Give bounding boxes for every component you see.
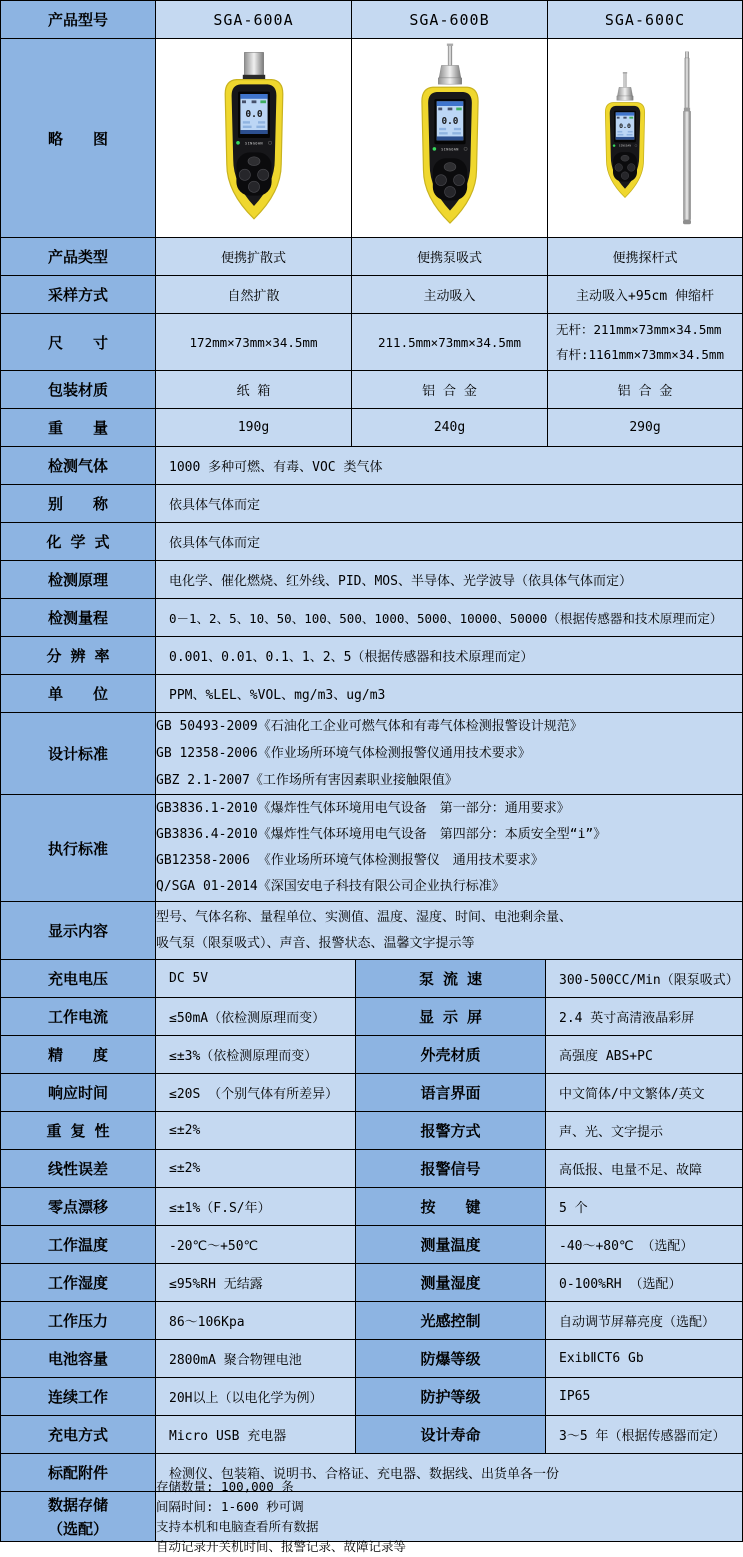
spec-value: 3～5 年（根据传感器而定） <box>546 1416 742 1453</box>
display-content-label: 显示内容 <box>1 902 156 959</box>
packaging-c: 铝 合 金 <box>548 371 742 408</box>
spec-value: ≤20S （个别气体有所差异） <box>156 1074 356 1111</box>
range-label: 检测量程 <box>1 599 156 636</box>
spec-label: 泵 流 速 <box>356 960 546 997</box>
data-storage-value <box>156 1478 742 1554</box>
spec-value: -40～+80℃ （选配） <box>546 1226 742 1263</box>
header-row <box>1 1 742 39</box>
accessories-value: 检测仪、包装箱、说明书、合格证、充电器、数据线、出货单各一份 <box>156 1454 742 1491</box>
sampling-a: 自然扩散 <box>156 276 352 313</box>
principle-label: 检测原理 <box>1 561 156 598</box>
spec-label: 工作湿度 <box>1 1264 156 1301</box>
spec-row <box>1 1340 742 1378</box>
probe-cone <box>439 65 461 77</box>
size-a: 172mm×73mm×34.5mm <box>156 314 352 370</box>
spec-label: 零点漂移 <box>1 1188 156 1225</box>
probe-rod <box>448 45 452 65</box>
data-storage-line: 存储数量: 100,000 条 <box>156 1478 294 1494</box>
spec-row <box>1 1264 742 1302</box>
spec-value: 5 个 <box>546 1188 742 1225</box>
packaging-row <box>1 371 742 409</box>
display-content-line: 型号、气体名称、量程单位、实测值、温度、湿度、时间、电池剩余量、 <box>156 909 573 925</box>
data-storage-label <box>1 1492 156 1541</box>
device-photo-cell-c <box>548 39 742 237</box>
screen-reading: 0.0 <box>441 115 458 127</box>
probe-cone <box>617 87 632 96</box>
packaging-a: 纸 箱 <box>156 371 352 408</box>
data-storage-label-line2: （选配） <box>47 1519 108 1538</box>
size-b: 211.5mm×73mm×34.5mm <box>352 314 548 370</box>
resolution-value: 0.001、0.01、0.1、1、2、5（根据传感器和技术原理而定） <box>156 637 742 674</box>
spec-value: 2800mA 聚合物锂电池 <box>156 1340 356 1377</box>
spec-label: 光感控制 <box>356 1302 546 1339</box>
data-storage-label-line1: 数据存储 <box>47 1495 108 1514</box>
gas-value: 1000 多种可燃、有毒、VOC 类气体 <box>156 447 742 484</box>
unit-row <box>1 675 742 713</box>
product-model-label: 产品型号 <box>1 1 156 38</box>
spec-row <box>1 998 742 1036</box>
device-c-illustration <box>595 54 655 222</box>
spec-value: ≤±3%（依检测原理而变） <box>156 1036 356 1073</box>
spec-label: 充电电压 <box>1 960 156 997</box>
device-b-illustration <box>407 42 493 234</box>
sampling-row <box>1 276 742 314</box>
spec-label: 精 度 <box>1 1036 156 1073</box>
led-indicator <box>432 147 436 151</box>
accessories-label: 标配附件 <box>1 1454 156 1491</box>
weight-b: 240g <box>352 409 548 446</box>
exec-standard-value <box>156 795 742 901</box>
design-standard-row <box>1 713 742 795</box>
spec-label: 充电方式 <box>1 1416 156 1453</box>
gas-row <box>1 447 742 485</box>
formula-value: 依具体气体而定 <box>156 523 742 560</box>
spec-value: 高强度 ABS+PC <box>546 1036 742 1073</box>
spec-value: 2.4 英寸高清液晶彩屏 <box>546 998 742 1035</box>
spec-value: 86～106Kpa <box>156 1302 356 1339</box>
spec-value: IP65 <box>546 1378 742 1415</box>
product-type-b: 便携泵吸式 <box>352 238 548 275</box>
spec-value: 0-100%RH （选配） <box>546 1264 742 1301</box>
spec-row <box>1 1112 742 1150</box>
sensor-cap <box>244 52 263 78</box>
exec-standard-line: GB3836.4-2010《爆炸性气体环境用电气设备 第四部分：本质安全型“i”》 <box>156 827 607 842</box>
screen-reading: 0.0 <box>619 122 631 131</box>
exec-standard-line: GB3836.1-2010《爆炸性气体环境用电气设备 第一部分：通用要求》 <box>156 801 570 816</box>
spec-label: 报警方式 <box>356 1112 546 1149</box>
alias-value: 依具体气体而定 <box>156 485 742 522</box>
design-standard-line: GB 50493-2009《石油化工企业可燃气体和有毒气体检测报警设计规范》 <box>156 719 583 734</box>
design-standard-label: 设计标准 <box>1 713 156 794</box>
weight-label: 重 量 <box>1 409 156 446</box>
data-storage-line: 间隔时间: 1-600 秒可调 <box>156 1498 304 1514</box>
data-storage-line: 支持本机和电脑查看所有数据 <box>156 1518 319 1534</box>
sampling-b: 主动吸入 <box>352 276 548 313</box>
sketch-row <box>1 39 742 238</box>
spec-label: 防爆等级 <box>356 1340 546 1377</box>
design-standard-value <box>156 713 742 794</box>
spec-label: 重 复 性 <box>1 1112 156 1149</box>
spec-row <box>1 1150 742 1188</box>
spec-value: 300-500CC/Min（限泵吸式） <box>546 960 742 997</box>
spec-label: 工作压力 <box>1 1302 156 1339</box>
spec-label: 工作温度 <box>1 1226 156 1263</box>
unit-label: 单 位 <box>1 675 156 712</box>
principle-row <box>1 561 742 599</box>
spec-value: ≤±1%（F.S/年） <box>156 1188 356 1225</box>
weight-c: 290g <box>548 409 742 446</box>
spec-value: 中文简体/中文繁体/英文 <box>546 1074 742 1111</box>
spec-row <box>1 1036 742 1074</box>
sketch-label: 略 图 <box>1 39 156 237</box>
spec-value: Micro USB 充电器 <box>156 1416 356 1453</box>
exec-standard-line: GB12358-2006 《作业场所环境气体检测报警仪 通用技术要求》 <box>156 853 544 868</box>
spec-value: -20℃～+50℃ <box>156 1226 356 1263</box>
spec-label: 线性误差 <box>1 1150 156 1187</box>
design-standard-line: GBZ 2.1-2007《工作场所有害因素职业接触限值》 <box>156 773 458 788</box>
device-photo-cell-a <box>156 39 352 237</box>
probe-rod <box>624 73 627 87</box>
spec-label: 报警信号 <box>356 1150 546 1187</box>
data-storage-row <box>1 1478 742 1554</box>
product-type-label: 产品类型 <box>1 238 156 275</box>
device-a-illustration <box>210 46 298 230</box>
product-type-row <box>1 238 742 276</box>
model-name-sga600a: SGA-600A <box>156 1 352 38</box>
gas-label: 检测气体 <box>1 447 156 484</box>
size-c-with-rod: 有杆:1161mm×73mm×34.5mm <box>556 347 724 362</box>
principle-value: 电化学、催化燃烧、红外线、PID、MOS、半导体、光学波导（依具体气体而定） <box>156 561 742 598</box>
spec-label: 电池容量 <box>1 1340 156 1377</box>
led-indicator <box>236 141 240 145</box>
model-name-sga600c: SGA-600C <box>548 1 742 38</box>
device-brand: SINGOAN <box>440 147 459 152</box>
spec-value: 声、光、文字提示 <box>546 1112 742 1149</box>
spec-value: ExibⅡCT6 Gb <box>546 1340 742 1377</box>
spec-label: 语言界面 <box>356 1074 546 1111</box>
display-content-value <box>156 902 742 959</box>
spec-label: 响应时间 <box>1 1074 156 1111</box>
alias-label: 别 称 <box>1 485 156 522</box>
display-content-row <box>1 902 742 960</box>
device-brand: SINGOAN <box>244 141 263 146</box>
led-indicator <box>613 144 616 147</box>
weight-a: 190g <box>156 409 352 446</box>
spec-value: 自动调节屏幕亮度（选配） <box>546 1302 742 1339</box>
spec-row <box>1 1378 742 1416</box>
spec-label: 防护等级 <box>356 1378 546 1415</box>
display-content-line: 吸气泵（限泵吸式）、声音、报警状态、温馨文字提示等 <box>156 935 475 951</box>
sampling-c: 主动吸入+95cm 伸缩杆 <box>548 276 742 313</box>
spec-row <box>1 1416 742 1454</box>
resolution-row <box>1 637 742 675</box>
spec-row <box>1 1302 742 1340</box>
spec-label: 工作电流 <box>1 998 156 1035</box>
device-photo-cell-b <box>352 39 548 237</box>
spec-label: 外壳材质 <box>356 1036 546 1073</box>
spec-value: DC 5V <box>156 960 356 997</box>
size-c-no-rod: 无杆：211mm×73mm×34.5mm <box>556 322 722 337</box>
spec-label: 显 示 屏 <box>356 998 546 1035</box>
range-row <box>1 599 742 637</box>
design-standard-line: GB 12358-2006《作业场所环境气体检测报警仪通用技术要求》 <box>156 746 531 761</box>
spec-value: ≤50mA（依检测原理而变） <box>156 998 356 1035</box>
size-c <box>548 314 742 370</box>
sampling-label: 采样方式 <box>1 276 156 313</box>
product-type-c: 便携探杆式 <box>548 238 742 275</box>
unit-value: PPM、%LEL、%VOL、mg/m3、ug/m3 <box>156 675 742 712</box>
spec-row <box>1 960 742 998</box>
device-brand: SINGOAN <box>618 144 632 148</box>
formula-label: 化 学 式 <box>1 523 156 560</box>
spec-value: 20H以上（以电化学为例） <box>156 1378 356 1415</box>
range-value: 0－1、2、5、10、50、100、500、1000、5000、10000、50000（根据传感器和技术原理而定） <box>156 599 742 636</box>
packaging-label: 包装材质 <box>1 371 156 408</box>
spec-row <box>1 1074 742 1112</box>
spec-row <box>1 1226 742 1264</box>
spec-label: 测量湿度 <box>356 1264 546 1301</box>
spec-label: 测量温度 <box>356 1226 546 1263</box>
exec-standard-label: 执行标准 <box>1 795 156 901</box>
spec-label: 连续工作 <box>1 1378 156 1415</box>
spec-value: 高低报、电量不足、故障 <box>546 1150 742 1187</box>
exec-standard-row <box>1 795 742 902</box>
formula-row <box>1 523 742 561</box>
spec-value: ≤95%RH 无结露 <box>156 1264 356 1301</box>
size-row <box>1 314 742 371</box>
telescopic-rod-illustration <box>679 47 695 229</box>
spec-label: 按 键 <box>356 1188 546 1225</box>
weight-row <box>1 409 742 447</box>
spec-label: 设计寿命 <box>356 1416 546 1453</box>
model-name-sga600b: SGA-600B <box>352 1 548 38</box>
alias-row <box>1 485 742 523</box>
screen-reading: 0.0 <box>244 109 263 121</box>
product-type-a: 便携扩散式 <box>156 238 352 275</box>
accessories-row <box>1 1454 742 1492</box>
size-label: 尺 寸 <box>1 314 156 370</box>
spec-row <box>1 1188 742 1226</box>
data-storage-line: 自动记录开关机时间、报警记录、故障记录等 <box>156 1538 407 1554</box>
exec-standard-line: Q/SGA 01-2014《深国安电子科技有限公司企业执行标准》 <box>156 879 505 894</box>
spec-value: ≤±2% <box>156 1112 356 1149</box>
packaging-b: 铝 合 金 <box>352 371 548 408</box>
spec-value: ≤±2% <box>156 1150 356 1187</box>
resolution-label: 分 辨 率 <box>1 637 156 674</box>
